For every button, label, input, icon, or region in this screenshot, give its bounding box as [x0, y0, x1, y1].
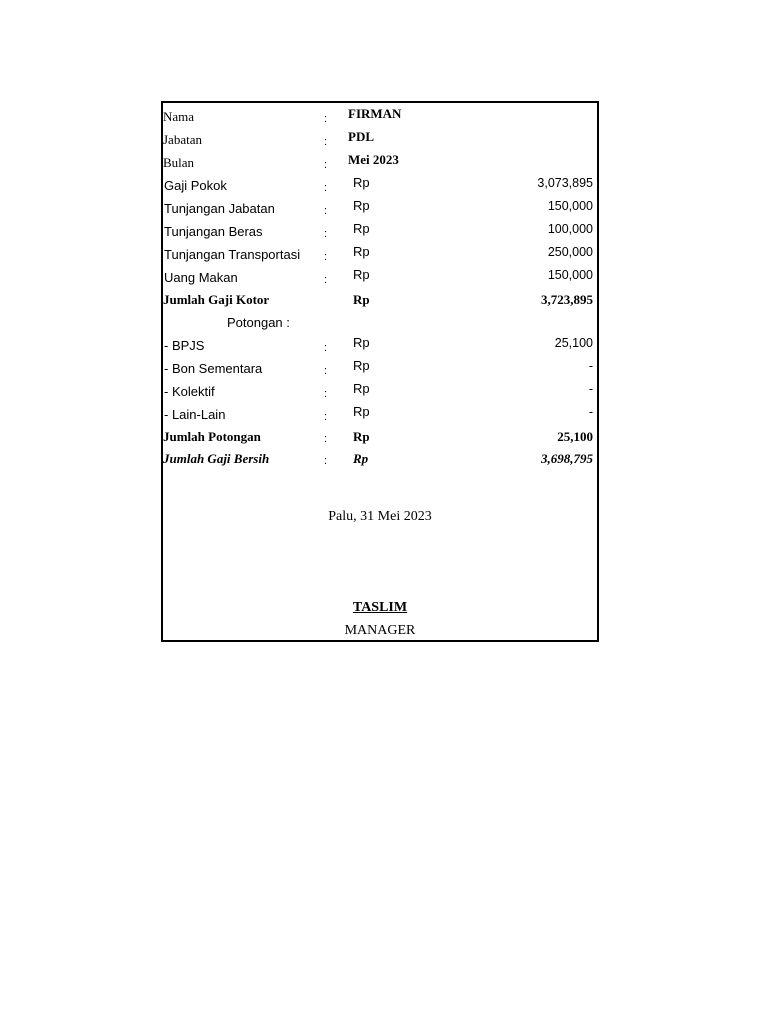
- name-value: FIRMAN: [348, 106, 402, 121]
- earning-label: Tunjangan Jabatan: [164, 201, 275, 216]
- deduction-amount: -: [588, 405, 593, 419]
- deduction-label: - Lain-Lain: [164, 407, 226, 422]
- gross-total-amount: 3,723,895: [541, 292, 593, 307]
- currency-label: Rp: [353, 292, 370, 307]
- earning-amount: 3,073,895: [537, 176, 593, 190]
- deduction-amount: -: [588, 359, 593, 373]
- deduction-colon: :: [324, 342, 328, 354]
- currency-label: Rp: [353, 358, 370, 373]
- currency-label: Rp: [353, 175, 370, 190]
- month-label: Bulan: [163, 155, 195, 170]
- currency-label: Rp: [353, 244, 370, 259]
- earning-colon: :: [324, 251, 328, 263]
- currency-label: Rp: [353, 451, 369, 466]
- earning-row: [163, 267, 597, 289]
- deduction-label: - Kolektif: [164, 384, 215, 399]
- earning-colon: :: [324, 274, 328, 286]
- total-deductions-label: Jumlah Potongan: [163, 429, 261, 444]
- deduction-row: [163, 358, 597, 380]
- earning-colon: :: [324, 228, 328, 240]
- gross-total-row: [163, 289, 597, 311]
- earning-amount: 150,000: [547, 199, 593, 213]
- position-row: [163, 129, 597, 151]
- total-deductions-row: [163, 426, 597, 448]
- earning-amount: 250,000: [547, 245, 593, 259]
- deduction-colon: :: [324, 411, 328, 423]
- deduction-amount: -: [588, 382, 593, 396]
- deduction-amount: 25,100: [554, 336, 593, 350]
- currency-label: Rp: [353, 404, 370, 419]
- deductions-heading-row: [163, 312, 597, 334]
- name-colon: :: [324, 113, 328, 125]
- salary-slip: [161, 101, 599, 642]
- month-value: Mei 2023: [348, 152, 399, 167]
- net-salary-label: Jumlah Gaji Bersih: [163, 451, 270, 466]
- currency-label: Rp: [353, 429, 370, 444]
- currency-label: Rp: [353, 221, 370, 236]
- earning-label: Tunjangan Transportasi: [164, 247, 301, 262]
- currency-label: Rp: [353, 198, 370, 213]
- earning-row: [163, 244, 597, 266]
- deductions-heading: Potongan :: [227, 315, 290, 330]
- deduction-row: [163, 335, 597, 357]
- month-row: [163, 152, 597, 174]
- currency-label: Rp: [353, 335, 370, 350]
- position-value: PDL: [348, 129, 374, 144]
- deduction-row: [163, 381, 597, 403]
- currency-label: Rp: [353, 267, 370, 282]
- deduction-colon: :: [324, 388, 328, 400]
- earning-amount: 100,000: [547, 222, 593, 236]
- position-colon: :: [324, 136, 328, 148]
- earning-colon: :: [324, 182, 328, 194]
- place-date: Palu, 31 Mei 2023: [328, 509, 432, 524]
- earning-colon: :: [324, 205, 328, 217]
- deduction-row: [163, 404, 597, 426]
- name-row: [163, 106, 597, 128]
- currency-label: Rp: [353, 381, 370, 396]
- name-label: Nama: [163, 109, 195, 124]
- earning-label: Uang Makan: [164, 270, 238, 285]
- deduction-colon: :: [324, 365, 328, 377]
- position-label: Jabatan: [163, 132, 202, 147]
- month-colon: :: [324, 159, 328, 171]
- earning-label: Gaji Pokok: [164, 178, 227, 193]
- deduction-label: - Bon Sementara: [164, 361, 263, 376]
- total-deductions-amount: 25,100: [557, 429, 593, 444]
- earning-amount: 150,000: [547, 268, 593, 282]
- total-deductions-colon: :: [324, 433, 328, 445]
- earning-row: [163, 175, 597, 197]
- deduction-label: - BPJS: [164, 338, 205, 353]
- signer-name: TASLIM: [352, 600, 408, 615]
- gross-total-label: Jumlah Gaji Kotor: [163, 292, 270, 307]
- net-salary-amount: 3,698,795: [541, 451, 593, 466]
- earning-row: [163, 221, 597, 243]
- net-salary-row: [163, 448, 597, 470]
- earning-label: Tunjangan Beras: [164, 224, 263, 239]
- signer-title: MANAGER: [344, 623, 416, 638]
- earning-row: [163, 198, 597, 220]
- net-salary-colon: :: [324, 455, 328, 467]
